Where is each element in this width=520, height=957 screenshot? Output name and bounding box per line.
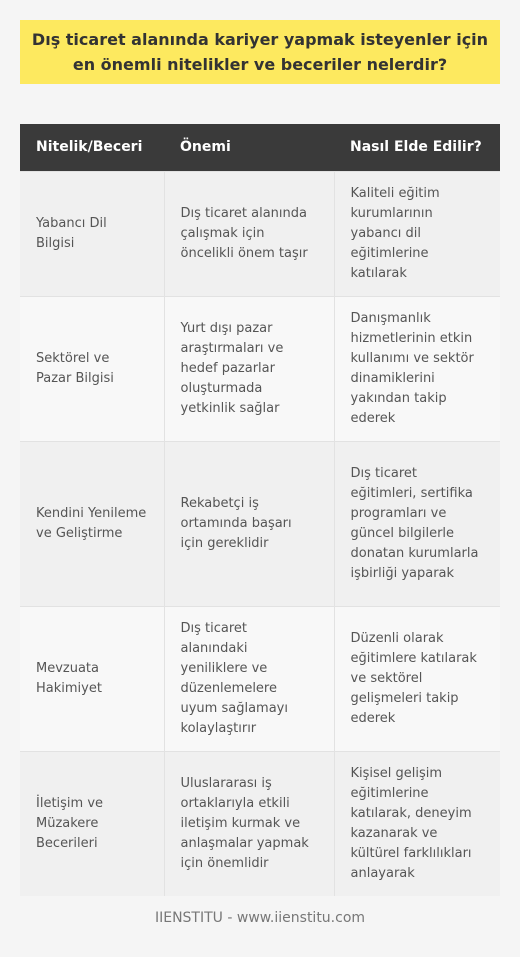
table-row (20, 441, 500, 606)
importance-cell: Dış ticaret alanındaki yeniliklere ve düzenlemelere uyum sağlamayı kolaylaştırır (164, 606, 334, 751)
how-cell: Kaliteli eğitim kurumlarının yabancı dil eğitimlerine katılarak (334, 171, 500, 296)
importance-cell: Rekabetçi iş ortamında başarı için gereklidir (164, 441, 334, 606)
table-row (20, 296, 500, 441)
table-row (20, 606, 500, 751)
skill-cell: Sektörel ve Pazar Bilgisi (20, 296, 164, 441)
how-cell: Kişisel gelişim eğitimlerine katılarak, deneyim kazanarak ve kültürel farklılıkları anlayarak (334, 751, 500, 896)
importance-cell: Dış ticaret alanında çalışmak için öncelikli önem taşır (164, 171, 334, 296)
table-row (20, 751, 500, 896)
skill-cell: İletişim ve Müzakere Becerileri (20, 751, 164, 896)
footer-credit: IIENSTITU - www.iienstitu.com (154, 910, 366, 926)
importance-cell: Yurt dışı pazar araştırmaları ve hedef pazarlar oluşturmada yetkinlik sağlar (164, 296, 334, 441)
importance-cell: Uluslararası iş ortaklarıyla etkili iletişim kurmak ve anlaşmalar yapmak için önemlidir (164, 751, 334, 896)
table-row (20, 171, 500, 296)
skill-cell: Yabancı Dil Bilgisi (20, 171, 164, 296)
column-header-skill: Nitelik/Beceri (20, 124, 164, 171)
title-banner (20, 20, 500, 84)
how-cell: Düzenli olarak eğitimlere katılarak ve sektörel gelişmeleri takip ederek (334, 606, 500, 751)
page-title: Dış ticaret alanında kariyer yapmak isteyenler için en önemli nitelikler ve beceriler nelerdir? (31, 30, 489, 74)
table-header-row (20, 124, 500, 171)
skills-table (20, 124, 500, 896)
skill-cell: Mevzuata Hakimiyet (20, 606, 164, 751)
how-cell: Dış ticaret eğitimleri, sertifika programları ve güncel bilgilerle donatan kurumlarla işbirliği yaparak (334, 441, 500, 606)
skill-cell: Kendini Yenileme ve Geliştirme (20, 441, 164, 606)
how-cell: Danışmanlık hizmetlerinin etkin kullanımı ve sektör dinamiklerini yakından takip ederek (334, 296, 500, 441)
column-header-importance: Önemi (164, 124, 334, 171)
column-header-how: Nasıl Elde Edilir? (334, 124, 500, 171)
